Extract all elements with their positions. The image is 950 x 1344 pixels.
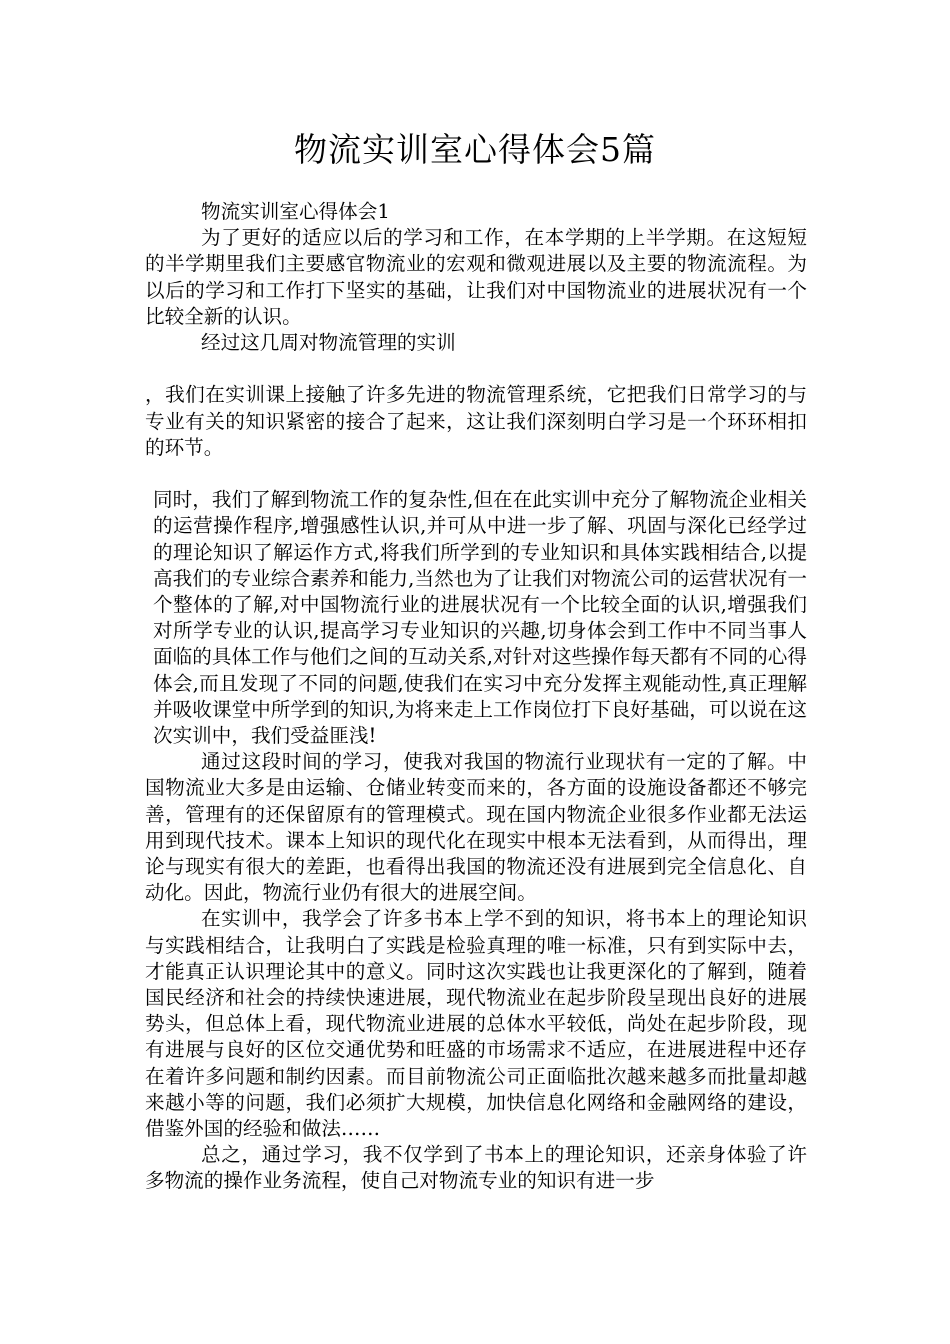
paragraph-2: 经过这几周对物流管理的实训 [201, 331, 456, 355]
document-body [145, 199, 807, 1195]
blank-line [145, 356, 807, 382]
paragraph-4: 同时，我们了解到物流工作的复杂性,但在在此实训中充分了解物流企业相关的运营操作程序,增强感性认识,并可从中进一步了解、巩固与深化已经学过的理论知识了解运作方式,将我们所学到的专业知识和具体实践相结合,以提高我们的专业综合素养和能力,当然也为了让我们对物流公司的运营状况有一个整体的了解,对中国物流行业的进展状况有一个比较全面的认识,增强我们对所学专业的认识,提高学习专业知识的兴趣,切身体会到工作中不同当事人面临的具体工作与他们之间的互动关系,对针对这些操作每天都有不同的心得体会,而且发现了不同的问题,使我们在实习中充分发挥主观能动性,真正理解并吸收课堂中所学到的知识,为将来走上工作岗位打下良好基础，可以说在这次实训中，我们受益匪浅! [153, 488, 807, 748]
blank-line [145, 461, 807, 487]
paragraph-5: 通过这段时间的学习，使我对我国的物流行业现状有一定的了解。中国物流业大多是由运输、仓储业转变而来的，各方面的设施设备都还不够完善，管理有的还保留原有的管理模式。现在国内物流企业很多作业都无法运用到现代技术。课本上知识的现代化在现实中根本无法看到，从而得出，理论与现实有很大的差距，也看得出我国的物流还没有进展到完全信息化、自动化。因此，物流行业仍有很大的进展空间。 [145, 750, 807, 905]
paragraph-3: ，我们在实训课上接触了许多先进的物流管理系统，它把我们日常学习的与专业有关的知识紧密的接合了起来，这让我们深刻明白学习是一个环环相扣的环节。 [145, 383, 807, 459]
paragraph-7: 总之，通过学习，我不仅学到了书本上的理论知识，还亲身体验了许多物流的操作业务流程，使自己对物流专业的知识有进一步 [145, 1143, 807, 1193]
section-heading: 物流实训室心得体会1 [201, 200, 390, 223]
paragraph-1: 为了更好的适应以后的学习和工作，在本学期的上半学期。在这短短的半学期里我们主要感官物流业的宏观和微观进展以及主要的物流流程。为以后的学习和工作打下坚实的基础，让我们对中国物流业的进展状况有一个比较全新的认识。 [145, 226, 807, 328]
document-title: 物流实训室心得体会5篇 [294, 130, 656, 169]
paragraph-6: 在实训中，我学会了许多书本上学不到的知识，将书本上的理论知识与实践相结合，让我明白了实践是检验真理的唯一标准，只有到实际中去，才能真正认识理论其中的意义。同时这次实践也让我更深化的了解到，随着国民经济和社会的持续快速进展，现代物流业在起步阶段呈现出良好的进展势头，但总体上看，现代物流业进展的总体水平较低，尚处在起步阶段，现有进展与良好的区位交通优势和旺盛的市场需求不适应，在进展进程中还存在着许多问题和制约因素。而目前物流公司正面临批次越来越多而批量却越来越小等的问题，我们必须扩大规模，加快信息化网络和金融网络的建设，借鉴外国的经验和做法…… [145, 907, 807, 1141]
